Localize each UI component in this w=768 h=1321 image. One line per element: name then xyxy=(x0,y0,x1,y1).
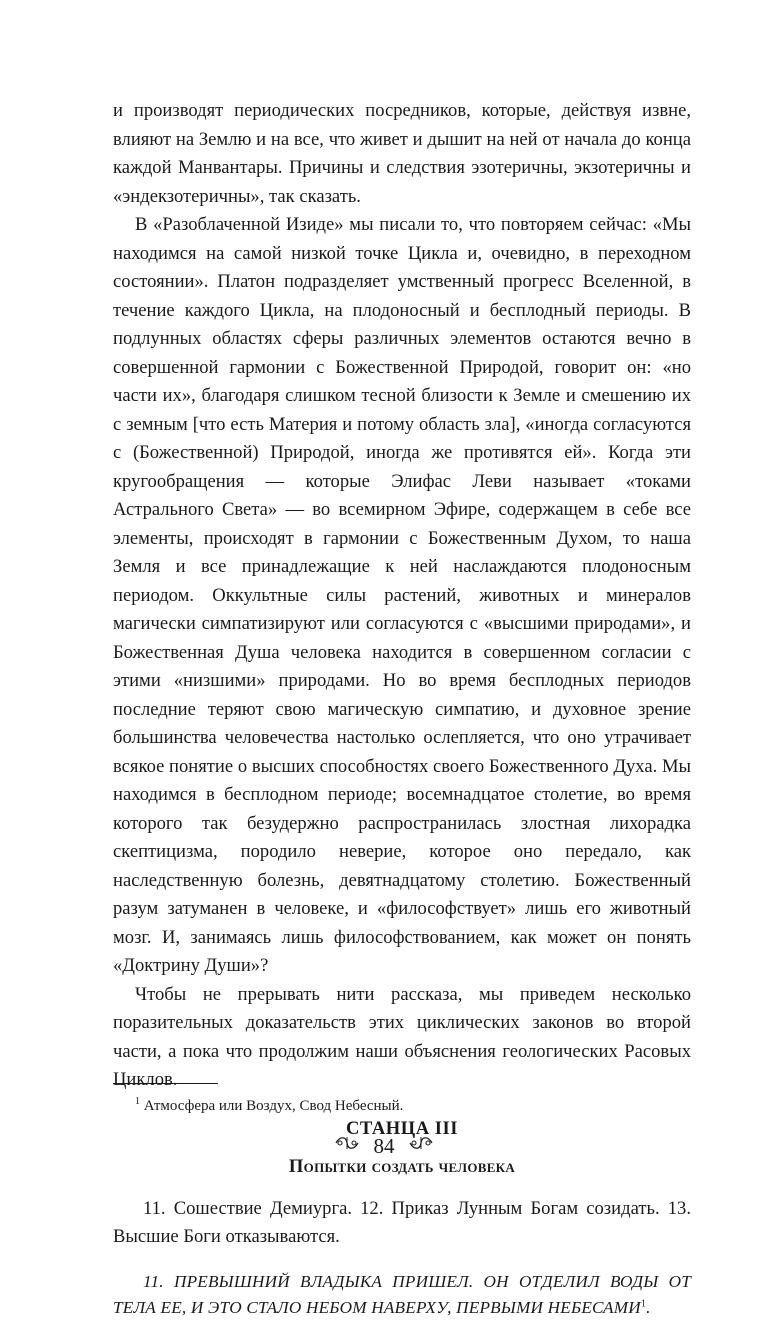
footnote-mark: 1 xyxy=(135,1096,140,1107)
footnote-text: Атмосфера или Воздух, Свод Небесный. xyxy=(143,1098,404,1114)
verse-text: 11. ПРЕВЫШНИЙ ВЛАДЫКА ПРИШЕЛ. ОН ОТДЕЛИЛ ВОДЫ ОТ ТЕЛА ЕЕ, И ЭТО СТАЛО НЕБОМ НАВЕРХУ, ПЕРВЫМИ НЕБЕСАМИ xyxy=(113,1271,691,1317)
ornament-left-icon-graphic xyxy=(334,1134,360,1152)
verse-end: . xyxy=(646,1297,651,1317)
paragraph-3: Чтобы не прерывать нити рассказа, мы приведем несколько поразительных доказательств этих циклических законов во второй части, а пока что продолжим наши объяснения геологических Расовых Циклов. xyxy=(113,983,691,1090)
stanza-subtitle: Попытки создать человека xyxy=(288,1155,516,1177)
stanza-summary: 11. Сошествие Демиурга. 12. Приказ Лунным Богам созидать. 13. Высшие Боги отказываются. xyxy=(113,1197,691,1247)
footnote-divider xyxy=(113,1083,218,1084)
footnote-reference[interactable]: 1 xyxy=(640,1297,647,1309)
paragraph-2: В «Разоблаченной Изиде» мы писали то, что повторяем сейчас: «Мы находимся на самой низкой точке Цикла и, очевидно, в переходном состоянии». Платон подразделяет умственный прогресс Вселенной, в течение каждого Цикла, на плодоносный и бесплодный периоды. В подлунных областях сферы различных элементов остаются вечно в совершенной гармонии с Божественной Природой, говорит он: «но части их», благодаря слишком тесной близости к Земле и смешению их с земным [что есть Материя и потому область зла], «иногда согласуются с (Божественной) Природой, иногда же противятся ей». Когда эти кругообращения — которые Элифас Леви называет «токами Астрального Света» — во всемирном Эфире, содержащем в себе все элементы, происходят в гармонии с Божественным Духом, то наша Земля и все принадлежащие к ней наслаждаются плодоносным периодом. Оккультные силы растений, животных и минералов магически симпатизируют или согласуются с «высшими природами», и Божественная Душа человека находится в совершенном согласии с этими «низшими» природами. Но во время бесплодных периодов последние теряют свою магическую симпатию, и духовное зрение большинства человечества настолько ослепляется, что оно утрачивает всякое понятие о высших способностях своего Божественного Духа. Мы находимся в бесплодном периоде; восемнадцатое столетие, во время которого так безудержно распространилась злостная лихорадка скептицизма, породило неверие, которое оно передало, как наследственную болезнь, девятнадцатому столетию. Божественный разум затуманен в человеке, и «философствует» лишь его животный мозг. И, занимаясь лишь философствованием, как может он понять «Доктрину Души»? xyxy=(113,214,691,976)
ornament-left-icon xyxy=(334,1132,360,1160)
ornament-right-icon-graphic xyxy=(408,1134,434,1152)
page-number: 84 xyxy=(373,1134,395,1159)
page-folio xyxy=(0,1130,768,1160)
footnote xyxy=(135,1096,403,1116)
paragraph-1: и производят периодических посредников, которые, действуя извне, влияют на Землю и на все, что живет и дышит на ней от начала до конца каждой Манвантары. Причины и следствия эзотеричны, экзотеричны и «эндекзотеричны», так сказать. xyxy=(113,100,691,207)
ornament-right-icon xyxy=(408,1132,434,1160)
stanza-title: СТАНЦА III xyxy=(345,1117,459,1139)
stanza-verse xyxy=(113,1269,691,1321)
